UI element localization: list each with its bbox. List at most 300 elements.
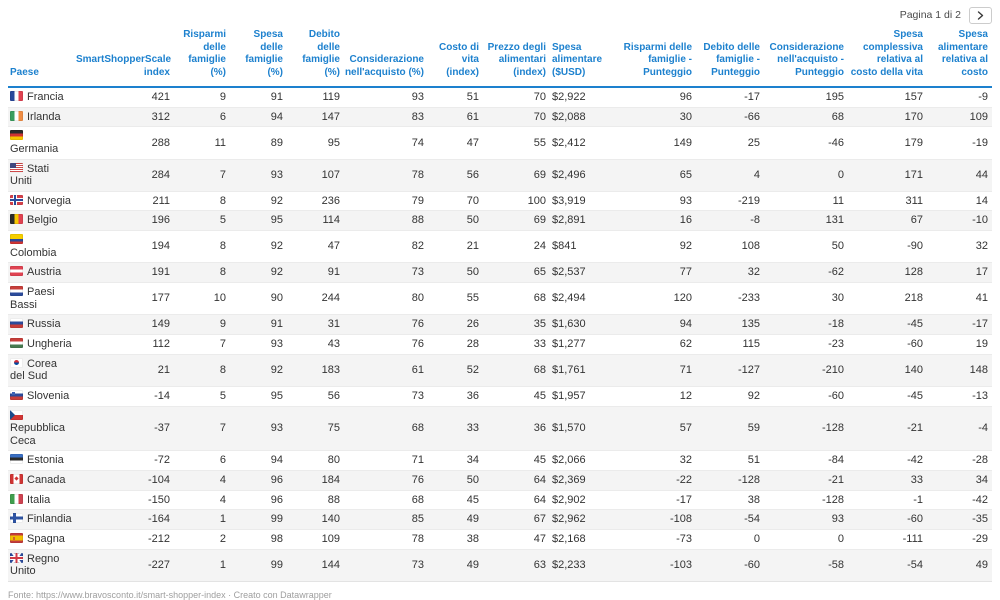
- cell-debito-delle-famiglie-punteggio: -17: [744, 91, 760, 103]
- cell-spesa-alimentare-relativa-al-costo: -17: [972, 318, 988, 331]
- cell-prezzo-degli-alimentari-index: 68: [533, 363, 546, 376]
- flag-co-icon: [10, 234, 23, 244]
- cell-considerazione-nell-acquisto: 78: [411, 533, 424, 546]
- cell-paese: [8, 530, 76, 550]
- cell-spesa-alimentare-usd: $2,494: [552, 292, 586, 305]
- cell-paese: [8, 471, 76, 491]
- cell-considerazione-nell-acquisto: 83: [411, 110, 424, 123]
- column-header-prezzo-degli-alimentari-index[interactable]: Prezzo degli alimentari (index): [483, 29, 550, 87]
- cell-smartshopperscale-index: 194: [151, 240, 170, 253]
- cell-paese: [8, 107, 76, 127]
- cell-debito-delle-famiglie-punteggio: 92: [747, 389, 760, 402]
- datawrapper-credit-link[interactable]: Creato con Datawrapper: [233, 589, 332, 600]
- cell-spesa-alimentare-usd: $2,168: [552, 533, 586, 546]
- cell-costo-di-vita-index: 51: [466, 91, 479, 103]
- cell-risparmi-delle-famiglie: 1: [219, 513, 226, 526]
- cell-debito-delle-famiglie-punteggio: 0: [753, 533, 760, 546]
- cell-considerazione-nell-acquisto: 93: [411, 91, 424, 103]
- cell-risparmi-delle-famiglie-punteggio: 30: [679, 110, 692, 123]
- cell-costo-di-vita-index: 36: [466, 389, 479, 402]
- cell-spesa-alimentare-relativa-al-costo: -10: [972, 214, 988, 227]
- cell-considerazione-nell-acquisto: 80: [411, 292, 424, 305]
- flag-no-icon: [10, 195, 23, 205]
- cell-risparmi-delle-famiglie: 7: [219, 422, 226, 435]
- cell-spesa-complessiva-relativa-al-costo-della-vita: -42: [907, 454, 923, 467]
- cell-debito-delle-famiglie-punteggio: 135: [741, 318, 760, 331]
- cell-paese: [8, 334, 76, 354]
- cell-considerazione-nell-acquisto-punteggio: 0: [837, 168, 844, 181]
- cell-debito-delle-famiglie: 56: [327, 389, 340, 402]
- cell-considerazione-nell-acquisto-punteggio: -18: [828, 318, 844, 331]
- cell-spesa-alimentare-usd: $2,891: [552, 214, 586, 227]
- cell-considerazione-nell-acquisto-punteggio: 50: [831, 240, 844, 253]
- cell-considerazione-nell-acquisto: 85: [411, 513, 424, 526]
- cell-spesa-alimentare-usd: $2,902: [552, 493, 586, 506]
- cell-debito-delle-famiglie: 91: [327, 266, 340, 279]
- cell-prezzo-degli-alimentari-index: 64: [533, 474, 546, 487]
- cell-spesa-delle-famiglie: 94: [270, 110, 283, 123]
- cell-debito-delle-famiglie: 244: [321, 292, 340, 305]
- cell-considerazione-nell-acquisto: 88: [411, 214, 424, 227]
- cell-considerazione-nell-acquisto: 68: [411, 493, 424, 506]
- cell-paese: [8, 406, 76, 451]
- cell-costo-di-vita-index: 50: [466, 266, 479, 279]
- cell-spesa-complessiva-relativa-al-costo-della-vita: 67: [910, 214, 923, 227]
- cell-spesa-alimentare-relativa-al-costo: -35: [972, 513, 988, 526]
- cell-smartshopperscale-index: -164: [147, 513, 170, 526]
- column-header-costo-di-vita-index[interactable]: Costo di vita (index): [428, 29, 483, 87]
- cell-risparmi-delle-famiglie: 8: [219, 363, 226, 376]
- cell-risparmi-delle-famiglie: 10: [213, 292, 226, 305]
- cell-prezzo-degli-alimentari-index: 47: [533, 533, 546, 546]
- cell-spesa-alimentare-relativa-al-costo: 19: [975, 337, 988, 350]
- cell-paese: [8, 490, 76, 510]
- cell-considerazione-nell-acquisto: 79: [411, 194, 424, 207]
- cell-costo-di-vita-index: 21: [466, 240, 479, 253]
- cell-costo-di-vita-index: 49: [466, 513, 479, 526]
- cell-risparmi-delle-famiglie: 7: [219, 168, 226, 181]
- column-header-paese[interactable]: Paese: [8, 29, 76, 87]
- table-row: [8, 127, 992, 159]
- flag-nl-icon: [10, 286, 23, 296]
- cell-considerazione-nell-acquisto: 73: [411, 558, 424, 571]
- country-name: Stati Uniti: [10, 162, 50, 188]
- table-row: [8, 315, 992, 335]
- cell-spesa-alimentare-relativa-al-costo: 17: [975, 266, 988, 279]
- cell-costo-di-vita-index: 52: [466, 363, 479, 376]
- cell-costo-di-vita-index: 28: [466, 337, 479, 350]
- cell-risparmi-delle-famiglie: 11: [214, 136, 226, 149]
- cell-risparmi-delle-famiglie: 6: [219, 110, 226, 123]
- table-row: [8, 334, 992, 354]
- cell-smartshopperscale-index: -227: [147, 558, 170, 571]
- column-header-considerazione-nell-acquisto[interactable]: Considerazione nell'acquisto (%): [344, 29, 428, 87]
- cell-considerazione-nell-acquisto: 78: [411, 168, 424, 181]
- cell-debito-delle-famiglie: 114: [322, 214, 340, 227]
- country-name: Repubblica Ceca: [10, 422, 66, 447]
- cell-prezzo-degli-alimentari-index: 64: [533, 493, 546, 506]
- cell-debito-delle-famiglie-punteggio: 51: [747, 454, 760, 467]
- column-header-debito-delle-famiglie-punteggio[interactable]: Debito delle famiglie - Punteggio: [696, 29, 764, 87]
- cell-debito-delle-famiglie: 140: [321, 513, 340, 526]
- cell-debito-delle-famiglie: 144: [321, 558, 340, 571]
- column-header-risparmi-delle-famiglie[interactable]: Risparmi delle famiglie (%): [174, 29, 230, 87]
- table-row: [8, 283, 992, 315]
- cell-debito-delle-famiglie-punteggio: -127: [737, 363, 760, 376]
- cell-smartshopperscale-index: 149: [151, 318, 170, 331]
- cell-spesa-delle-famiglie: 90: [270, 292, 283, 305]
- cell-spesa-complessiva-relativa-al-costo-della-vita: -1: [913, 493, 923, 506]
- source-label: Fonte:: [8, 589, 34, 600]
- cell-spesa-complessiva-relativa-al-costo-della-vita: 171: [904, 168, 923, 181]
- cell-risparmi-delle-famiglie-punteggio: 149: [673, 136, 692, 149]
- flag-si-icon: [10, 390, 23, 400]
- flag-us-icon: [10, 163, 23, 173]
- cell-costo-di-vita-index: 49: [466, 558, 479, 571]
- cell-paese: [8, 315, 76, 335]
- flag-fr-icon: [10, 91, 23, 101]
- cell-spesa-alimentare-usd: $1,630: [552, 318, 586, 331]
- table-row: [8, 354, 992, 386]
- country-name: Finlandia: [27, 513, 72, 526]
- cell-spesa-alimentare-usd: $2,922: [552, 91, 586, 103]
- cell-risparmi-delle-famiglie: 5: [219, 214, 226, 227]
- country-name: Spagna: [27, 533, 65, 546]
- cell-spesa-alimentare-usd: $1,761: [552, 363, 586, 376]
- cell-paese: [8, 211, 76, 231]
- cell-spesa-alimentare-relativa-al-costo: -9: [978, 91, 988, 103]
- cell-considerazione-nell-acquisto: 82: [411, 240, 424, 253]
- cell-prezzo-degli-alimentari-index: 24: [533, 240, 546, 253]
- column-header-considerazione-nell-acquisto-punteggio[interactable]: Considerazione nell'acquisto - Punteggio: [764, 29, 848, 87]
- cell-risparmi-delle-famiglie-punteggio: -73: [676, 533, 692, 546]
- cell-risparmi-delle-famiglie-punteggio: 71: [679, 363, 692, 376]
- table-row: [8, 211, 992, 231]
- table-row: [8, 87, 992, 107]
- cell-debito-delle-famiglie-punteggio: 115: [742, 337, 760, 350]
- cell-spesa-complessiva-relativa-al-costo-della-vita: 140: [904, 363, 923, 376]
- cell-spesa-delle-famiglie: 93: [270, 337, 283, 350]
- table-row: [8, 159, 992, 191]
- cell-spesa-complessiva-relativa-al-costo-della-vita: -60: [907, 337, 923, 350]
- cell-prezzo-degli-alimentari-index: 63: [533, 558, 546, 571]
- cell-smartshopperscale-index: 196: [151, 214, 170, 227]
- cell-spesa-delle-famiglie: 95: [270, 214, 283, 227]
- cell-risparmi-delle-famiglie-punteggio: 65: [679, 168, 692, 181]
- cell-spesa-alimentare-relativa-al-costo: 32: [975, 240, 988, 253]
- cell-costo-di-vita-index: 55: [466, 292, 479, 305]
- cell-paese: [8, 87, 76, 107]
- flag-ie-icon: [10, 111, 23, 121]
- cell-risparmi-delle-famiglie-punteggio: 77: [679, 266, 692, 279]
- cell-spesa-alimentare-relativa-al-costo: -19: [972, 136, 988, 149]
- cell-prezzo-degli-alimentari-index: 100: [527, 194, 546, 207]
- cell-debito-delle-famiglie: 47: [327, 240, 340, 253]
- cell-spesa-complessiva-relativa-al-costo-della-vita: -111: [902, 533, 923, 546]
- pagination: [8, 5, 992, 29]
- cell-considerazione-nell-acquisto: 71: [411, 454, 424, 467]
- cell-spesa-delle-famiglie: 93: [270, 168, 283, 181]
- cell-smartshopperscale-index: 284: [151, 168, 170, 181]
- cell-costo-di-vita-index: 70: [466, 194, 479, 207]
- cell-spesa-delle-famiglie: 99: [270, 558, 283, 571]
- table-row: [8, 386, 992, 406]
- flag-it-icon: [10, 494, 23, 504]
- cell-considerazione-nell-acquisto-punteggio: -46: [828, 136, 844, 149]
- cell-risparmi-delle-famiglie: 6: [219, 454, 226, 467]
- column-header-spesa-alimentare-usd[interactable]: Spesa alimentare ($USD): [550, 29, 622, 87]
- cell-prezzo-degli-alimentari-index: 55: [533, 136, 546, 149]
- cell-debito-delle-famiglie: 88: [327, 493, 340, 506]
- column-header-debito-delle-famiglie[interactable]: Debito delle famiglie (%): [287, 29, 344, 87]
- country-name: Austria: [27, 266, 62, 279]
- cell-spesa-alimentare-relativa-al-costo: 14: [975, 194, 988, 207]
- cell-prezzo-degli-alimentari-index: 35: [533, 318, 546, 331]
- cell-spesa-delle-famiglie: 96: [270, 474, 283, 487]
- cell-risparmi-delle-famiglie: 8: [219, 194, 226, 207]
- cell-costo-di-vita-index: 56: [466, 168, 479, 181]
- cell-risparmi-delle-famiglie: 5: [219, 389, 226, 402]
- column-header-spesa-alimentare-relativa-al-costo[interactable]: Spesa alimentare relativa al costo: [927, 29, 992, 87]
- cell-prezzo-degli-alimentari-index: 45: [533, 454, 546, 467]
- cell-spesa-delle-famiglie: 92: [270, 240, 283, 253]
- cell-debito-delle-famiglie: 80: [327, 454, 340, 467]
- cell-spesa-complessiva-relativa-al-costo-della-vita: 170: [904, 110, 923, 123]
- cell-spesa-complessiva-relativa-al-costo-della-vita: -45: [907, 389, 923, 402]
- country-name: Paesi Bassi: [10, 286, 55, 311]
- cell-considerazione-nell-acquisto-punteggio: -21: [828, 474, 844, 487]
- cell-debito-delle-famiglie-punteggio: 38: [747, 493, 760, 506]
- cell-debito-delle-famiglie: 109: [321, 533, 340, 546]
- cell-spesa-alimentare-usd: $2,962: [552, 513, 586, 526]
- cell-risparmi-delle-famiglie: 2: [219, 533, 226, 546]
- cell-spesa-complessiva-relativa-al-costo-della-vita: -90: [907, 240, 923, 253]
- cell-spesa-delle-famiglie: 92: [270, 266, 283, 279]
- cell-considerazione-nell-acquisto-punteggio: -128: [821, 422, 844, 435]
- flag-ca-icon: [10, 474, 23, 484]
- cell-smartshopperscale-index: -212: [147, 533, 170, 546]
- cell-debito-delle-famiglie-punteggio: 108: [741, 240, 760, 253]
- cell-debito-delle-famiglie: 184: [321, 474, 340, 487]
- cell-spesa-alimentare-usd: $1,277: [552, 337, 586, 350]
- cell-considerazione-nell-acquisto-punteggio: -60: [828, 389, 844, 402]
- table-header-row: [8, 29, 992, 87]
- cell-considerazione-nell-acquisto-punteggio: -62: [828, 266, 844, 279]
- cell-smartshopperscale-index: 211: [152, 194, 170, 207]
- cell-paese: [8, 386, 76, 406]
- cell-smartshopperscale-index: 21: [157, 363, 170, 376]
- cell-spesa-delle-famiglie: 92: [270, 194, 283, 207]
- flag-fi-icon: [10, 513, 23, 523]
- cell-smartshopperscale-index: -104: [147, 474, 170, 487]
- cell-spesa-alimentare-relativa-al-costo: 41: [975, 292, 988, 305]
- cell-costo-di-vita-index: 45: [466, 493, 479, 506]
- table-row: [8, 263, 992, 283]
- country-name: Canada: [27, 474, 66, 487]
- cell-debito-delle-famiglie: 107: [321, 168, 340, 181]
- cell-spesa-alimentare-relativa-al-costo: 34: [975, 474, 988, 487]
- cell-spesa-alimentare-relativa-al-costo: -13: [972, 389, 988, 402]
- cell-paese: [8, 231, 76, 263]
- cell-risparmi-delle-famiglie-punteggio: -103: [669, 558, 692, 571]
- cell-considerazione-nell-acquisto: 73: [411, 389, 424, 402]
- cell-smartshopperscale-index: 421: [151, 91, 170, 103]
- source-footer: [8, 590, 992, 600]
- cell-spesa-complessiva-relativa-al-costo-della-vita: 33: [910, 474, 923, 487]
- cell-spesa-complessiva-relativa-al-costo-della-vita: 179: [904, 136, 923, 149]
- cell-considerazione-nell-acquisto-punteggio: -58: [828, 558, 844, 571]
- pagination-label: Pagina 1 di 2: [899, 9, 961, 21]
- cell-prezzo-degli-alimentari-index: 65: [533, 266, 546, 279]
- cell-spesa-alimentare-relativa-al-costo: -4: [978, 422, 988, 435]
- cell-debito-delle-famiglie: 183: [321, 363, 340, 376]
- country-name: Italia: [27, 493, 51, 506]
- cell-considerazione-nell-acquisto-punteggio: -23: [828, 337, 844, 350]
- country-name: Colombia: [10, 246, 57, 259]
- cell-spesa-alimentare-usd: $3,919: [552, 194, 586, 207]
- country-name: Regno Unito: [10, 552, 60, 578]
- cell-risparmi-delle-famiglie-punteggio: -108: [669, 513, 692, 526]
- cell-spesa-complessiva-relativa-al-costo-della-vita: -60: [907, 513, 923, 526]
- cell-prezzo-degli-alimentari-index: 36: [533, 422, 546, 435]
- cell-spesa-delle-famiglie: 91: [270, 318, 283, 331]
- table-row: [8, 191, 992, 211]
- cell-risparmi-delle-famiglie: 4: [219, 493, 226, 506]
- cell-paese: [8, 549, 76, 581]
- cell-spesa-delle-famiglie: 92: [270, 363, 283, 376]
- cell-spesa-alimentare-relativa-al-costo: -42: [972, 493, 988, 506]
- table-row: [8, 231, 992, 263]
- cell-spesa-delle-famiglie: 96: [270, 493, 283, 506]
- cell-smartshopperscale-index: 112: [152, 337, 170, 350]
- flag-at-icon: [10, 266, 23, 276]
- cell-considerazione-nell-acquisto: 76: [411, 318, 424, 331]
- next-page-button[interactable]: [969, 7, 992, 24]
- cell-considerazione-nell-acquisto-punteggio: 11: [832, 194, 844, 207]
- cell-prezzo-degli-alimentari-index: 45: [533, 389, 546, 402]
- cell-considerazione-nell-acquisto-punteggio: 131: [825, 214, 844, 227]
- cell-spesa-complessiva-relativa-al-costo-della-vita: 128: [904, 266, 923, 279]
- flag-ee-icon: [10, 454, 23, 464]
- cell-debito-delle-famiglie-punteggio: -54: [744, 513, 760, 526]
- column-header-spesa-delle-famiglie[interactable]: Spesa delle famiglie (%): [230, 29, 287, 87]
- cell-debito-delle-famiglie-punteggio: -66: [744, 110, 760, 123]
- cell-spesa-alimentare-usd: $1,570: [552, 422, 586, 435]
- cell-costo-di-vita-index: 50: [466, 214, 479, 227]
- cell-spesa-alimentare-relativa-al-costo: 44: [975, 168, 988, 181]
- country-name: Slovenia: [27, 389, 70, 402]
- cell-considerazione-nell-acquisto: 61: [411, 363, 424, 376]
- cell-risparmi-delle-famiglie: 1: [219, 558, 226, 571]
- cell-risparmi-delle-famiglie-punteggio: 57: [679, 422, 692, 435]
- column-header-spesa-complessiva-relativa-al-costo-della-vita[interactable]: Spesa complessiva relativa al costo della vita: [848, 29, 927, 87]
- country-name: Norvegia: [27, 194, 72, 207]
- cell-risparmi-delle-famiglie: 9: [219, 318, 226, 331]
- cell-spesa-alimentare-usd: $2,066: [552, 454, 586, 467]
- cell-considerazione-nell-acquisto-punteggio: 195: [825, 91, 844, 103]
- cell-prezzo-degli-alimentari-index: 67: [533, 513, 546, 526]
- cell-debito-delle-famiglie: 236: [321, 194, 340, 207]
- cell-smartshopperscale-index: -72: [154, 454, 170, 467]
- cell-debito-delle-famiglie: 31: [327, 318, 340, 331]
- cell-spesa-alimentare-usd: $2,233: [552, 558, 586, 571]
- cell-risparmi-delle-famiglie-punteggio: -22: [676, 474, 692, 487]
- cell-spesa-complessiva-relativa-al-costo-della-vita: -21: [907, 422, 923, 435]
- flag-gb-icon: [10, 553, 23, 563]
- column-header-risparmi-delle-famiglie-punteggio[interactable]: Risparmi delle famiglie - Punteggio: [622, 29, 696, 87]
- cell-smartshopperscale-index: 288: [151, 136, 170, 149]
- cell-debito-delle-famiglie-punteggio: -128: [737, 474, 760, 487]
- cell-debito-delle-famiglie-punteggio: 59: [747, 422, 760, 435]
- cell-considerazione-nell-acquisto-punteggio: -84: [828, 454, 844, 467]
- cell-risparmi-delle-famiglie-punteggio: 16: [679, 214, 692, 227]
- cell-risparmi-delle-famiglie-punteggio: 94: [679, 318, 692, 331]
- cell-debito-delle-famiglie-punteggio: -60: [744, 558, 760, 571]
- cell-spesa-alimentare-relativa-al-costo: -29: [972, 533, 988, 546]
- cell-paese: [8, 354, 76, 386]
- cell-debito-delle-famiglie: 75: [327, 422, 340, 435]
- cell-risparmi-delle-famiglie-punteggio: 62: [679, 337, 692, 350]
- cell-considerazione-nell-acquisto-punteggio: 93: [831, 513, 844, 526]
- cell-spesa-delle-famiglie: 99: [270, 513, 283, 526]
- cell-spesa-complessiva-relativa-al-costo-della-vita: -45: [907, 318, 923, 331]
- cell-costo-di-vita-index: 50: [466, 474, 479, 487]
- flag-de-icon: [10, 130, 23, 140]
- flag-kr-icon: [10, 358, 23, 368]
- cell-spesa-alimentare-usd: $1,957: [552, 389, 586, 402]
- cell-risparmi-delle-famiglie-punteggio: 32: [679, 454, 692, 467]
- cell-risparmi-delle-famiglie-punteggio: 96: [679, 91, 692, 103]
- cell-spesa-delle-famiglie: 89: [270, 136, 283, 149]
- cell-paese: [8, 127, 76, 159]
- cell-considerazione-nell-acquisto-punteggio: -128: [821, 493, 844, 506]
- cell-prezzo-degli-alimentari-index: 68: [533, 292, 546, 305]
- cell-risparmi-delle-famiglie-punteggio: -17: [676, 493, 692, 506]
- cell-considerazione-nell-acquisto: 76: [411, 337, 424, 350]
- cell-considerazione-nell-acquisto: 76: [411, 474, 424, 487]
- table-row: [8, 406, 992, 451]
- country-name: Germania: [10, 142, 59, 155]
- cell-paese: [8, 263, 76, 283]
- cell-costo-di-vita-index: 61: [466, 110, 479, 123]
- cell-costo-di-vita-index: 34: [466, 454, 479, 467]
- table-row: [8, 107, 992, 127]
- table-row: [8, 530, 992, 550]
- cell-risparmi-delle-famiglie-punteggio: 93: [679, 194, 692, 207]
- cell-prezzo-degli-alimentari-index: 70: [533, 91, 546, 103]
- cell-debito-delle-famiglie-punteggio: 32: [747, 266, 760, 279]
- cell-spesa-complessiva-relativa-al-costo-della-vita: 311: [905, 194, 923, 207]
- cell-spesa-delle-famiglie: 93: [270, 422, 283, 435]
- cell-spesa-delle-famiglie: 91: [270, 91, 283, 103]
- chevron-right-icon: [977, 11, 984, 20]
- cell-debito-delle-famiglie-punteggio: -8: [750, 214, 760, 227]
- data-table: [8, 29, 992, 582]
- cell-spesa-alimentare-usd: $2,088: [552, 110, 586, 123]
- cell-debito-delle-famiglie-punteggio: -219: [737, 194, 760, 207]
- cell-spesa-alimentare-usd: $841: [552, 240, 577, 253]
- cell-debito-delle-famiglie-punteggio: 4: [753, 168, 760, 181]
- cell-paese: [8, 191, 76, 211]
- cell-risparmi-delle-famiglie: 4: [219, 474, 226, 487]
- cell-considerazione-nell-acquisto: 68: [411, 422, 424, 435]
- cell-prezzo-degli-alimentari-index: 69: [533, 168, 546, 181]
- cell-risparmi-delle-famiglie: 8: [219, 266, 226, 279]
- source-link[interactable]: https://www.bravosconto.it/smart-shopper-index: [36, 589, 226, 600]
- column-header-smartshopperscale-index[interactable]: SmartShopperScale index: [76, 29, 174, 87]
- cell-smartshopperscale-index: 191: [151, 266, 170, 279]
- cell-smartshopperscale-index: 312: [151, 110, 170, 123]
